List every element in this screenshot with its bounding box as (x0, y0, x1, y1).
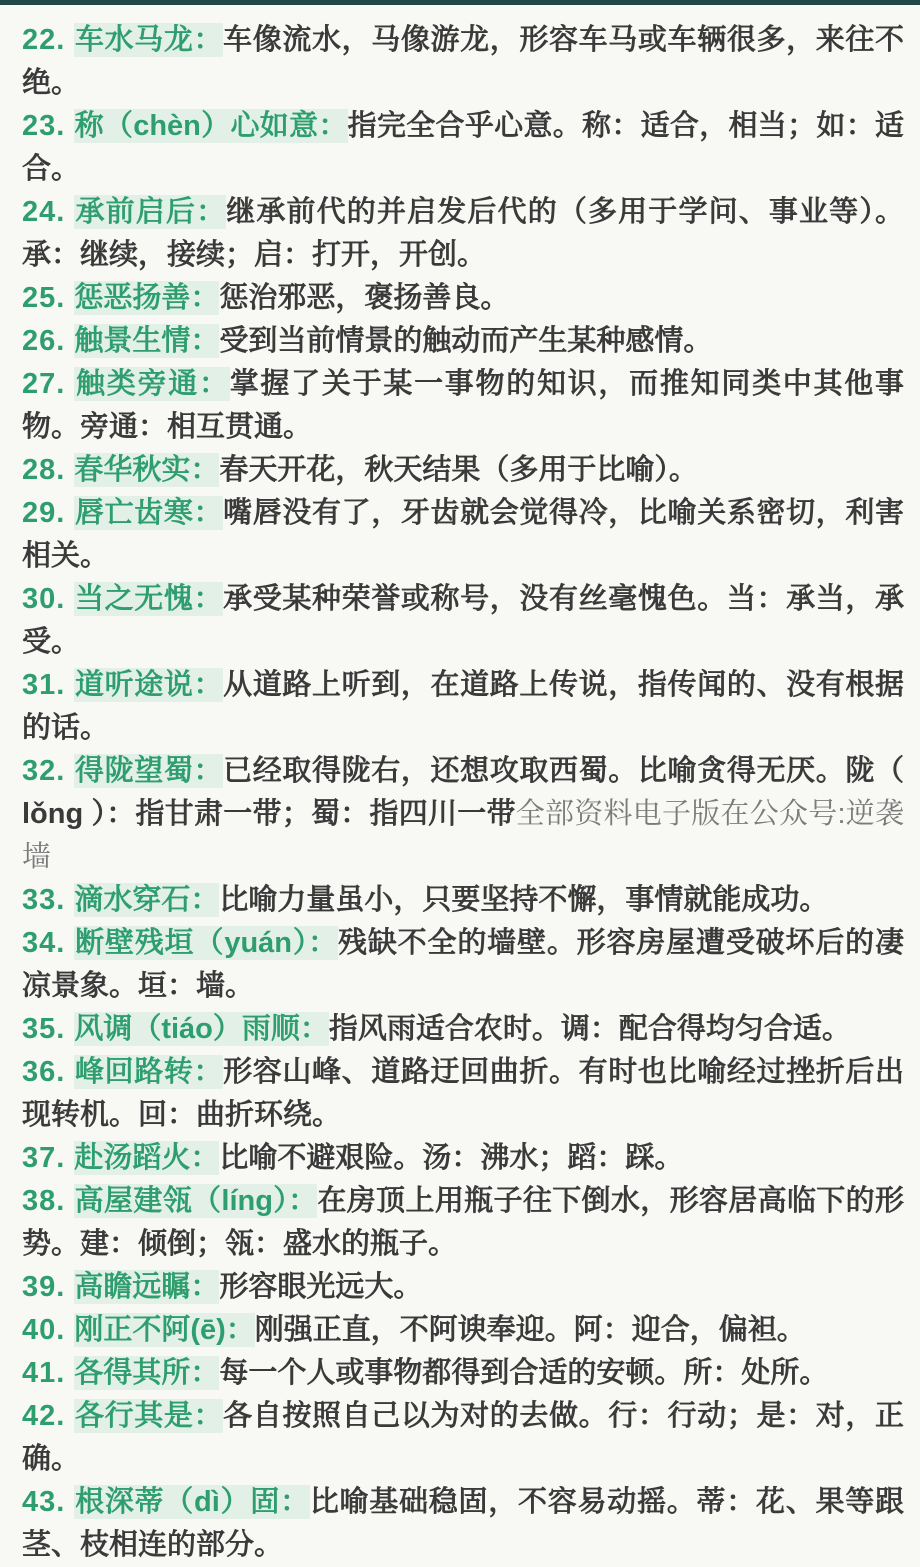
idiom-term: 触类旁通： (74, 368, 230, 400)
idiom-definition: 继承前代的并启发后代的（多用于学问、事业等）。承：继续，接续；启：打开，开创。 (22, 196, 904, 271)
idiom-definition: 承受某种荣誉或称号，没有丝毫愧色。当：承当，承受。 (22, 583, 904, 658)
entry-number: 33. (22, 884, 66, 916)
idiom-term: 赴汤蹈火： (74, 1142, 220, 1174)
idiom-definition: 受到当前情景的触动而产生某种感情。 (219, 325, 713, 357)
idiom-entry (22, 191, 904, 277)
idiom-term: 惩恶扬善： (74, 282, 220, 314)
idiom-entry (22, 320, 904, 363)
entry-number: 25. (22, 282, 66, 314)
entry-number: 40. (22, 1314, 66, 1346)
watermark-text: 全部资料电子版在公众号:逆袭墙 (22, 798, 904, 873)
idiom-definition: 各自按照自己以为对的去做。行：行动；是：对，正确。 (22, 1400, 904, 1475)
entry-number: 27. (22, 368, 66, 400)
idiom-entry (22, 449, 904, 492)
idiom-term: 当之无愧： (74, 583, 224, 615)
idiom-definition: 车像流水，马像游龙，形容车马或车辆很多，来往不绝。 (22, 24, 904, 99)
idiom-term: 称（chèn）心如意： (74, 110, 348, 142)
idiom-entry (22, 879, 904, 922)
idiom-entry (22, 277, 904, 320)
entry-number: 22. (22, 24, 66, 56)
idiom-definition: 指风雨适合农时。调：配合得均匀合适。 (328, 1013, 851, 1045)
entry-number: 32. (22, 755, 66, 787)
entry-number: 23. (22, 110, 66, 142)
idiom-entry (22, 1481, 904, 1567)
idiom-definition: 已经取得陇右，还想攻取西蜀。比喻贪得无厌。陇（ lǒng ）：指甘肃一带；蜀：指四川一带 (22, 755, 904, 830)
idiom-entry (22, 1051, 904, 1137)
entry-number: 39. (22, 1271, 66, 1303)
entry-number: 42. (22, 1400, 66, 1432)
idiom-term: 滴水穿石： (74, 884, 220, 916)
idiom-entry (22, 578, 904, 664)
idiom-definition: 残缺不全的墙壁。形容房屋遭受破坏后的凄凉景象。垣：墙。 (22, 927, 904, 1002)
idiom-definition: 形容山峰、道路迂回曲折。有时也比喻经过挫折后出现转机。回：曲折环绕。 (22, 1056, 904, 1131)
idiom-term: 断壁残垣（yuán）： (74, 927, 339, 959)
entry-number: 29. (22, 497, 66, 529)
idiom-entry (22, 19, 904, 105)
idiom-definition: 比喻力量虽小，只要坚持不懈，事情就能成功。 (219, 884, 829, 916)
idiom-entry (22, 363, 904, 449)
entry-number: 31. (22, 669, 66, 701)
idiom-definition: 比喻基础稳固，不容易动摇。蒂：花、果等跟茎、枝相连的部分。 (22, 1486, 904, 1561)
idiom-term: 峰回路转： (74, 1056, 224, 1088)
idiom-definition: 春天开花，秋天结果（多用于比喻）。 (219, 454, 698, 486)
idiom-entry (22, 1008, 904, 1051)
idiom-term: 高屋建瓴（líng）： (74, 1185, 318, 1217)
idiom-entry (22, 1395, 904, 1481)
idiom-entry (22, 664, 904, 750)
entry-number: 30. (22, 583, 66, 615)
entry-number: 34. (22, 927, 66, 959)
idiom-term: 唇亡齿寒： (74, 497, 224, 529)
idiom-entry (22, 750, 904, 879)
idiom-term: 得陇望蜀： (74, 755, 224, 787)
entry-number: 28. (22, 454, 66, 486)
idiom-definition: 嘴唇没有了，牙齿就会觉得冷，比喻关系密切，利害相关。 (22, 497, 904, 572)
idiom-definition: 从道路上听到，在道路上传说，指传闻的、没有根据的话。 (22, 669, 904, 744)
idiom-definition: 刚强正直，不阿谀奉迎。阿：迎合，偏袒。 (254, 1314, 806, 1346)
idiom-term: 触景生情： (74, 325, 220, 357)
idiom-definition: 形容眼光远大。 (219, 1271, 423, 1303)
idiom-entry (22, 1266, 904, 1309)
idiom-definition: 每一个人或事物都得到合适的安顿。所：处所。 (219, 1357, 829, 1389)
idiom-definition: 比喻不避艰险。汤：沸水；蹈：踩。 (219, 1142, 684, 1174)
entry-number: 24. (22, 196, 66, 228)
idiom-term: 春华秋实： (74, 454, 220, 486)
entry-number: 35. (22, 1013, 66, 1045)
idiom-term: 各得其所： (74, 1357, 220, 1389)
idiom-term: 承前启后： (74, 196, 227, 228)
entry-number: 37. (22, 1142, 66, 1174)
entry-number: 38. (22, 1185, 66, 1217)
idiom-entry (22, 922, 904, 1008)
idiom-entry (22, 1180, 904, 1266)
idiom-term: 高瞻远瞩： (74, 1271, 220, 1303)
idiom-entry (22, 492, 904, 578)
idiom-list (0, 5, 920, 1567)
idiom-entry (22, 105, 904, 191)
idiom-entry (22, 1309, 904, 1352)
entry-number: 26. (22, 325, 66, 357)
entry-number: 43. (22, 1486, 66, 1518)
entry-number: 41. (22, 1357, 66, 1389)
idiom-definition: 在房顶上用瓶子往下倒水，形容居高临下的形势。建：倾倒；瓴：盛水的瓶子。 (22, 1185, 904, 1260)
idiom-entry (22, 1352, 904, 1395)
idiom-definition: 掌握了关于某一事物的知识，而推知同类中其他事物。旁通：相互贯通。 (22, 368, 904, 443)
idiom-definition: 惩治邪恶，褒扬善良。 (219, 282, 510, 314)
idiom-term: 各行其是： (74, 1400, 224, 1432)
idiom-term: 刚正不阿(ē)： (74, 1314, 255, 1346)
idiom-term: 根深蒂（dì）固： (74, 1486, 310, 1518)
idiom-term: 风调（tiáo）雨顺： (74, 1013, 329, 1045)
idiom-definition: 指完全合乎心意。称：适合，相当；如：适合。 (22, 110, 904, 185)
idiom-entry (22, 1137, 904, 1180)
entry-number: 36. (22, 1056, 66, 1088)
idiom-term: 道听途说： (74, 669, 224, 701)
idiom-term: 车水马龙： (74, 24, 224, 56)
